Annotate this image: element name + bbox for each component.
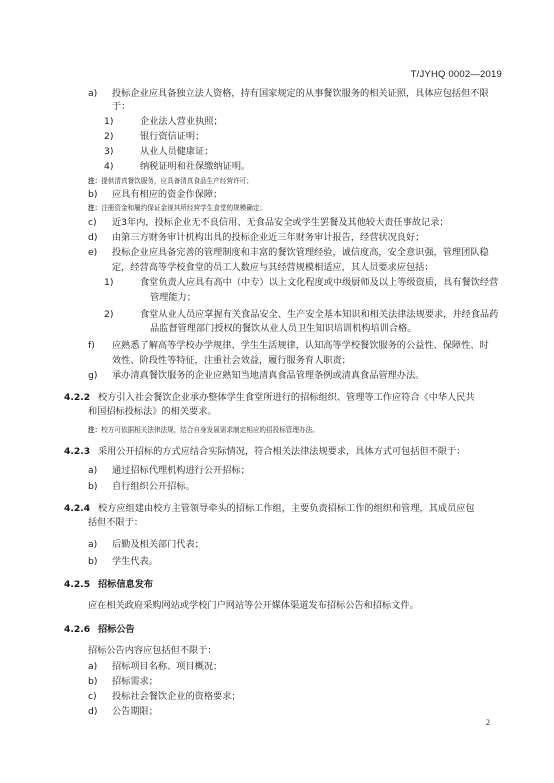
item-marker: a) <box>88 539 98 550</box>
item-marker: a) <box>88 661 98 672</box>
clause-number: 4.2.5 <box>64 579 91 590</box>
list-item-b <box>64 555 502 568</box>
sub-item-2 <box>64 308 502 321</box>
list-item-e <box>64 246 502 259</box>
item-marker: b) <box>88 556 98 567</box>
item-text: 通过招标代理机构进行公开招标； <box>112 465 250 476</box>
clause-title: 招标公告 <box>98 624 135 635</box>
item-text: 招标需求； <box>112 676 158 687</box>
item-text-continued: 品监督管理部门授权的餐饮从业人员卫生知识培训机构培训合格。 <box>150 323 417 334</box>
item-text: 银行资信证明； <box>140 131 205 142</box>
item-text: 食堂从业人员应掌握有关食品安全、生产安全基本知识和相关法律法规要求，并经食品药 <box>140 309 499 320</box>
item-marker: c) <box>88 691 97 702</box>
clause-number: 4.2.3 <box>64 446 91 457</box>
page-body <box>64 87 502 718</box>
list-item-g <box>64 369 502 382</box>
clause-4-2-6-heading <box>64 623 502 637</box>
list-item-c <box>64 690 502 703</box>
clause-intro: 招标公告内容应包括但不限于： <box>88 645 217 656</box>
list-item-b <box>64 480 502 493</box>
item-marker: 1) <box>104 116 114 127</box>
item-text: 纳税证明和社保缴纳证明。 <box>140 161 251 172</box>
list-item-b <box>64 188 502 201</box>
note-text: 校方可依据相关法律法规，结合自身发展需求制定相应的招投标管理办法。 <box>101 426 319 434</box>
note-label: 注： <box>88 177 102 185</box>
document-code: T/JYHQ 0002—2019 <box>410 69 502 80</box>
list-item-b <box>64 675 502 688</box>
sub-item-4 <box>64 160 502 173</box>
item-marker: 2) <box>104 309 114 320</box>
clause-4-2-3 <box>64 445 502 459</box>
note <box>64 202 502 214</box>
list-item-a <box>64 660 502 673</box>
list-item-d <box>64 705 502 718</box>
note <box>64 175 502 187</box>
clause-text: 校方应组建由校方主管领导牵头的招标工作组，主要负责招标工作的组织和管理，其成员应包 <box>98 503 475 514</box>
item-marker: g) <box>88 370 98 381</box>
page-number: 2 <box>486 718 490 727</box>
clause-4-2-2 <box>64 391 502 405</box>
item-marker: 2) <box>104 131 114 142</box>
sub-item-1 <box>64 115 502 128</box>
clause-text: 应在相关政府采购网站或学校门户网站等公开媒体渠道发布招标公告和招标文件。 <box>88 600 419 611</box>
item-marker: 4) <box>104 161 114 172</box>
list-item-c <box>64 216 502 229</box>
item-marker: b) <box>88 676 98 687</box>
list-item-a <box>64 464 502 477</box>
item-text-continued: 效性、阶段性等特征，注重社会效益，履行服务育人职责； <box>112 355 351 366</box>
clause-4-2-4 <box>64 502 502 516</box>
item-text: 由第三方财务审计机构出具的投标企业近三年财务审计报告，经营状况良好； <box>112 232 425 243</box>
item-marker: a) <box>88 465 98 476</box>
clause-number: 4.2.4 <box>64 503 91 514</box>
clause-text: 采用公开招标的方式应结合实际情况，符合相关法律法规要求，具体方式可包括但不限于： <box>98 446 466 457</box>
item-marker: b) <box>88 481 98 492</box>
clause-number: 4.2.6 <box>64 624 91 635</box>
clause-text-continued: 括但不限于： <box>88 517 144 528</box>
note-text: 注册资金和履约保证金视其所经营学生食堂的规模确定； <box>101 204 267 212</box>
note <box>64 424 502 436</box>
clause-title: 招标信息发布 <box>98 579 154 590</box>
item-text: 从业人员健康证； <box>140 146 214 157</box>
item-text: 应具有相应的资金作保障； <box>112 189 223 200</box>
item-text: 招标项目名称、项目概况； <box>112 661 223 672</box>
item-text: 后勤及相关部门代表； <box>112 539 204 550</box>
item-text: 自行组织公开招标。 <box>112 481 195 492</box>
item-marker: 3) <box>104 146 114 157</box>
list-item-d <box>64 231 502 244</box>
note-label: 注： <box>88 204 102 212</box>
note-text: 提供清真餐饮服务，应具备清真食品生产经营许可； <box>101 177 253 185</box>
item-text: 企业法人营业执照； <box>140 116 223 127</box>
item-marker: 1) <box>104 277 114 288</box>
clause-4-2-5-heading <box>64 578 502 592</box>
item-marker: a) <box>88 88 98 99</box>
item-marker: d) <box>88 232 98 243</box>
item-marker: c) <box>88 217 97 228</box>
item-text-continued: 定，经营高等学校食堂的员工人数应与其经营规模相适应，其人员要求应包括： <box>112 262 434 273</box>
clause-text-continued: 和国招标投标法》的相关要求。 <box>88 406 217 417</box>
item-text: 投标社会餐饮企业的资格要求； <box>112 691 241 702</box>
item-marker: d) <box>88 706 98 717</box>
item-marker: b) <box>88 189 98 200</box>
note-label: 注： <box>88 426 102 434</box>
list-item-f <box>64 339 502 352</box>
list-item-a <box>64 538 502 551</box>
item-text-continued: 管理能力； <box>150 292 196 303</box>
item-text: 投标企业应具备独立法人资格，持有国家规定的从事餐饮服务的相关证照，具体应包括但不限于： <box>112 88 489 112</box>
item-text: 投标企业应具备完善的管理制度和丰富的餐饮管理经验，诚信度高，安全意识强，管理团队稳 <box>112 247 489 258</box>
item-text: 应熟悉了解高等学校办学规律、学生生活规律，认知高等学校餐饮服务的公益性、保障性、时 <box>112 340 489 351</box>
list-item-a <box>64 87 502 113</box>
item-marker: e) <box>88 247 98 258</box>
sub-item-2 <box>64 130 502 143</box>
clause-number: 4.2.2 <box>64 392 91 403</box>
clause-text: 校方引入社会餐饮企业承办整体学生食堂所进行的招标组织、管理等工作应符合《中华人民共 <box>98 392 475 403</box>
item-marker: f) <box>88 340 95 351</box>
item-text: 近3年内，投标企业无不良信用、无食品安全或学生罢餐及其他较大责任事故记录； <box>112 217 449 228</box>
item-text: 学生代表。 <box>112 556 158 567</box>
item-text: 承办清真餐饮服务的企业应熟知当地清真食品管理条例或清真食品管理办法。 <box>112 370 425 381</box>
sub-item-3 <box>64 145 502 158</box>
item-text: 公告期限； <box>112 706 158 717</box>
item-text: 食堂负责人应具有高中（中专）以上文化程度或中级厨师及以上等级资质，具有餐饮经营 <box>140 277 499 288</box>
sub-item-1 <box>64 276 502 289</box>
